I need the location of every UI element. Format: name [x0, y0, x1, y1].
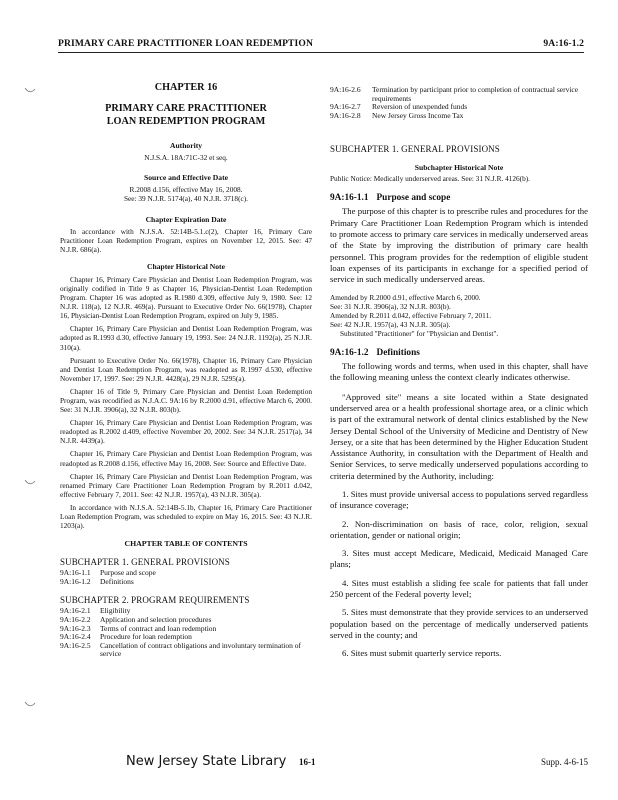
expiration-text: In accordance with N.J.S.A. 52:14B-5.1.c(2), Chapter 16, Primary Care Practitioner Loan Redemption Program, expires on November 12, 2015. See: 47 N.J.R. 686(a).	[60, 226, 312, 254]
binding-mark-icon	[24, 700, 36, 710]
binding-mark-icon	[24, 86, 36, 96]
toc-title: Reversion of unexpended funds	[372, 102, 468, 112]
toc-list-2	[60, 607, 312, 659]
subchapter-history-text: Public Notice: Medically underserved areas. See: 31 N.J.R. 4126(b).	[330, 174, 531, 184]
toc-subchapter-1: SUBCHAPTER 1. GENERAL PROVISIONS	[60, 557, 230, 568]
toc-heading: CHAPTER TABLE OF CONTENTS	[124, 539, 248, 549]
toc-title: Eligibility	[100, 606, 131, 616]
toc-title: Cancellation of contract obligations and involuntary termination of service	[100, 640, 301, 659]
toc-num: 9A:16-2.8	[330, 110, 361, 120]
amendment-notes	[330, 293, 588, 338]
toc-title: Terms of contract and loan redemption	[100, 623, 217, 633]
amendment-line: Amended by R.2000 d.91, effective March 6, 2000.	[330, 292, 481, 302]
history-paragraph: Chapter 16, Primary Care Physician and Dentist Loan Redemption Program, was originally codified in Title 9 as Chapter 16, Physician-Dentist Loan Redemption Program. Chapter 16 was adopted as R.1980 d.309, effective July 9, 1980. See: 12 N.J.R. 118(a), 12 N.J.R. 469(a). Pursuant to Executive Order No. 66(1978), Chapter 16, Physician-Dentist Loan Redemption Program, expired on July 9, 1985.	[60, 274, 312, 321]
section-title: Purpose and scope	[376, 193, 451, 204]
toc-entry[interactable]	[60, 578, 312, 587]
toc-title: New Jersey Gross Income Tax	[372, 110, 464, 120]
expiration-note	[60, 227, 312, 254]
chapter-title-line: LOAN REDEMPTION PROGRAM	[106, 116, 266, 127]
criteria-item: 1. Sites must provide universal access to populations served regardless of insurance coverage;	[330, 488, 588, 511]
toc-num: 9A:16-2.2	[60, 615, 91, 625]
toc-title: Purpose and scope	[100, 568, 156, 578]
criteria-item: 5. Sites must demonstrate that they provide services to an underserved population based on the percentage of medically underserved patients served in the county; and	[330, 607, 588, 640]
page-footer	[0, 754, 618, 774]
right-column	[330, 86, 588, 660]
chapter-title-line: PRIMARY CARE PRACTITIONER	[105, 103, 267, 114]
toc-num: 9A:16-1.2	[60, 576, 91, 586]
history-paragraph: Chapter 16, Primary Care Physician and Dentist Loan Redemption Program, was readopted as R.2002 d.409, effective November 20, 2002. See: 34 N.J.R. 2517(a), 34 N.J.R. 4439(a).	[60, 418, 312, 446]
source-line: R.2008 d.156, effective May 16, 2008.	[129, 185, 243, 195]
history-notes	[60, 275, 312, 530]
section-number: 9A:16-1.1	[330, 193, 369, 204]
criteria-item: 2. Non-discrimination on basis of race, color, religion, sexual orientation, gender or national origin;	[330, 518, 588, 540]
toc-num: 9A:16-2.4	[60, 632, 91, 642]
subchapter-1-heading: SUBCHAPTER 1. GENERAL PROVISIONS	[330, 144, 500, 155]
toc-entry[interactable]	[60, 642, 312, 659]
amendment-line: Amended by R.2011 d.042, effective February 7, 2011.	[330, 310, 492, 320]
purpose-paragraph: The purpose of this chapter is to prescribe rules and procedures for the Primary Care Practitioner Loan Redemption Program which is intended to promote access to primary care services in medically underserved areas of the State by improving the distribution of primary care health personnel. This program provides for the redemption of eligible student loan expenses of its participants in exchange for a specified period of service in such medically underserved areas.	[330, 206, 588, 285]
criteria-item: 6. Sites must submit quarterly service reports.	[342, 648, 502, 659]
supplement-date: Supp. 4-6-15	[541, 757, 588, 767]
running-header	[58, 38, 584, 53]
toc-num: 9A:16-2.1	[60, 606, 91, 616]
toc-num: 9A:16-1.1	[60, 568, 91, 578]
section-number: 9A:16-1.2	[330, 348, 369, 359]
subchapter-history-heading: Subchapter Historical Note	[414, 163, 504, 173]
chapter-number: CHAPTER 16	[154, 82, 218, 93]
toc-title: Procedure for loan redemption	[100, 632, 192, 642]
toc-entry[interactable]	[60, 569, 312, 578]
binding-mark-icon	[24, 478, 36, 488]
chapter-title	[60, 102, 312, 128]
toc-list-1	[60, 569, 312, 586]
toc-num: 9A:16-2.5	[60, 640, 91, 650]
section-title: Definitions	[376, 348, 420, 359]
amendment-line: Substituted "Practitioner" for "Physician and Dentist".	[340, 328, 499, 338]
toc-num: 9A:16-2.3	[60, 623, 91, 633]
section-body	[330, 206, 588, 285]
expiration-heading: Chapter Expiration Date	[145, 214, 227, 224]
toc-title: Definitions	[100, 576, 134, 586]
toc-list-3	[330, 86, 588, 120]
toc-title: Termination by participant prior to completion of contractual service requirements	[372, 85, 579, 103]
toc-entry[interactable]	[330, 112, 588, 121]
toc-subchapter-2: SUBCHAPTER 2. PROGRAM REQUIREMENTS	[60, 595, 250, 606]
authority-heading: Authority	[169, 141, 203, 150]
history-paragraph: In accordance with N.J.S.A. 52:14B-5.1b, Chapter 16, Primary Care Practitioner Loan Redemption Program, was scheduled to expire on May 16, 2015. See: 43 N.J.R. 1203(a).	[60, 502, 312, 531]
toc-num: 9A:16-2.6	[330, 85, 361, 94]
history-paragraph: Chapter 16 of Title 9, Primary Care Physician and Dentist Loan Redemption Program, was recodified as N.J.A.C. 9A:16 by R.2000 d.91, effective March 6, 2000. See: 31 N.J.R. 3906(a), 32 N.J.R. 803(b).	[60, 386, 312, 415]
definitions-intro: The following words and terms, when used in this chapter, shall have the following meaning unless the context clearly indicates otherwise.	[330, 361, 588, 383]
header-section: 9A:16-1.2	[543, 38, 584, 49]
history-paragraph: Chapter 16, Primary Care Physician and Dentist Loan Redemption Program, was adopted as R.1993 d.30, effective January 19, 1993. See: 24 N.J.R. 1192(a), 25 N.J.R. 310(a).	[60, 324, 312, 352]
history-paragraph: Chapter 16, Primary Care Physician and Dentist Loan Redemption Program, was readopted as R.2008 d.156, effective May 16, 2008. See: Source and Effective Date.	[60, 449, 312, 468]
criteria-item: 4. Sites must establish a sliding fee scale for patients that fall under 250 percent of the Federal poverty level;	[330, 577, 588, 600]
amendment-line: See: 42 N.J.R. 1957(a), 43 N.J.R. 305(a).	[330, 319, 451, 329]
section-heading	[330, 193, 588, 203]
source-line: See: 39 N.J.R. 5174(a), 40 N.J.R. 3718(c).	[123, 194, 249, 204]
authority-text: N.J.S.A. 18A:71C-32 et seq.	[144, 153, 228, 162]
history-paragraph: Pursuant to Executive Order No. 66(1978), Chapter 16, Primary Care Physician and Dentist Loan Redemption Program, was readopted as R.1997 d.530, effective November 17, 1997. See: 29 N.J.R. 4428(a), 29 N.J.R. 5295(a).	[60, 355, 312, 383]
section-heading	[330, 348, 588, 358]
history-paragraph: Chapter 16, Primary Care Physician and Dentist Loan Redemption Program, was renamed Primary Care Practitioner Loan Redemption Program by R.2011 d.042, effective February 7, 2011. See: 42 N.J.R. 1957(a), 43 N.J.R. 305(a).	[60, 471, 312, 499]
header-title: PRIMARY CARE PRACTITIONER LOAN REDEMPTION	[58, 38, 313, 49]
library-watermark: New Jersey State Library	[126, 754, 287, 769]
toc-entry[interactable]	[330, 86, 588, 103]
source-heading: Source and Effective Date	[143, 173, 228, 183]
history-heading: Chapter Historical Note	[147, 261, 225, 271]
definition-paragraph: "Approved site" means a site located within a State designated underserved area or a health professional shortage area, or a clinic which is part of the extramural network of dental clinics established by the New Jersey Dental School of the University of Medicine and Dentistry of New Jersey, or a site that has been determined by the Higher Education Student Assistance Authority, in consultation with the Department of Health and Senior Services, to serve medically underserved populations according to criteria determined by the Authority, including:	[330, 391, 588, 481]
amendment-line: See: 31 N.J.R. 3906(a), 32 N.J.R. 803(b).	[330, 301, 451, 311]
toc-title: Application and selection procedures	[100, 615, 212, 625]
page-number: 16-1	[299, 757, 316, 767]
section-body	[330, 361, 588, 660]
criteria-item: 3. Sites must accept Medicare, Medicaid, Medicaid Managed Care plans;	[330, 548, 588, 570]
toc-num: 9A:16-2.7	[330, 102, 361, 112]
left-column	[60, 66, 312, 659]
